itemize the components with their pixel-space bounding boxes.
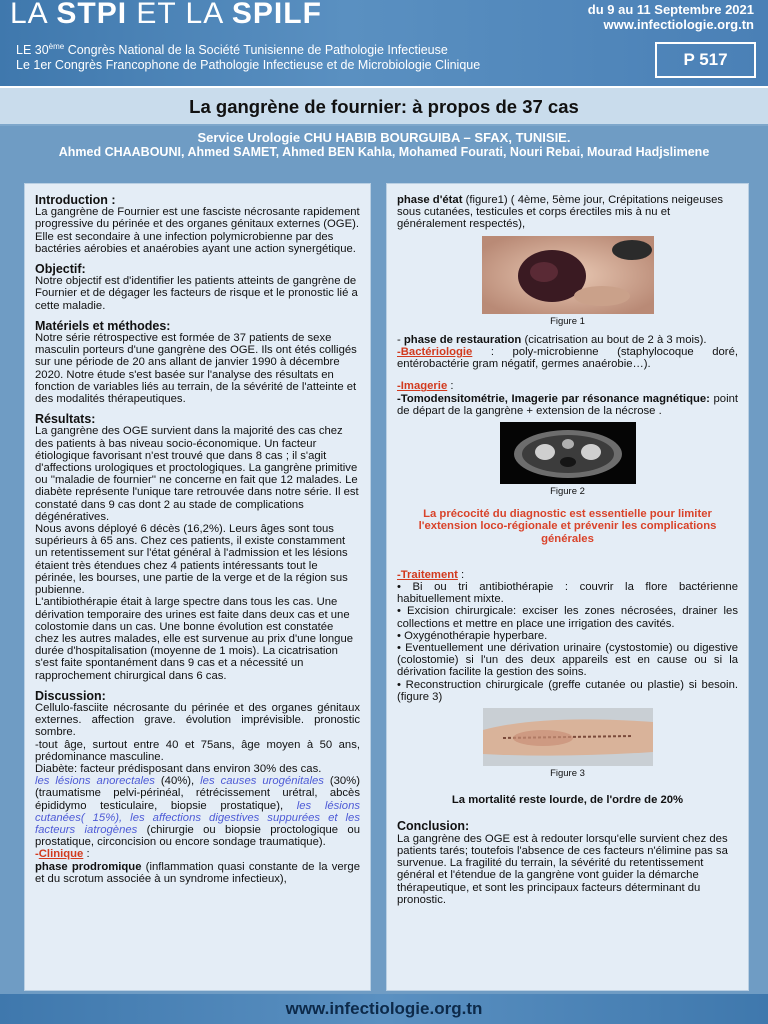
discussion-text-3: Diabète: facteur prédisposant dans environ 30% des cas. xyxy=(35,762,322,775)
traitement-item-2: • Excision chirurgicale: exciser les zones nécrosées, drainer les collections et mettre en place une irrigation des cavités. xyxy=(397,605,738,630)
congress-line-1: LE 30ème Congrès National de la Société Tunisienne de Pathologie Infectieuse xyxy=(16,42,448,58)
methods-heading: Matériels et méthodes: xyxy=(35,318,171,333)
discussion-text-2: -tout âge, surtout entre 40 et 75ans, âge moyen à 50 ans, prédominance masculine. xyxy=(35,738,360,763)
intro-text: La gangrène de Fournier est une fasciste nécrosante rapidement progressive du périnée et des organes génitaux externes (OGE). Elle est secondaire à une infection polymicrobienne par des bactéries aérobies et anaérobies ayant une action synergétique. xyxy=(35,206,360,255)
poster-id-badge: P 517 xyxy=(655,42,756,78)
bacteriologie-text: -Bactériologie : poly-microbienne (staphylocoque doré, entérobactérie gram négatif, germes anaérobie…). xyxy=(397,346,738,371)
traitement-item-4: • Eventuellement une dérivation urinaire (cystostomie) ou digestive (colostomie) si l'un des deux appareils est en cause ou si la dérivation facilite la gestion des soins. xyxy=(397,642,738,679)
figure-1-caption: Figure 1 xyxy=(550,315,585,327)
figure-2-ct-scan xyxy=(500,422,636,484)
footer-website: www.infectiologie.org.tn xyxy=(285,999,483,1018)
objective-heading: Objectif: xyxy=(35,262,86,277)
mortality-statement: La mortalité reste lourde, de l'ordre de 20% xyxy=(451,794,684,807)
results-text-1: La gangrène des OGE survient dans la majorité des cas chez des patients à bas niveau socio-économique. Un facteur étiologique favorisant n'est trouvé que dans 8 cas ; il s'agit d'affections urologiques et proctologiques. La gangrène primitive ou ''maladie de fournier'' ne concerne en fait que 12 malades. Le diabète représente l'unique tare retrouvée dans notre série. Il est constaté dans 9 cas dont 2 au stade de complications dégénératives. xyxy=(35,425,359,523)
phase-etat-text: phase d'état (figure1) ( 4ème, 5ème jour, Crépitations neigeuses sous cutanées, testicules et corps érectiles mis à nu et généralement respectés), xyxy=(397,194,724,231)
header-website: www.infectiologie.org.tn xyxy=(603,17,754,32)
header-banner xyxy=(0,0,768,86)
discussion-heading: Discussion: xyxy=(35,688,106,703)
conclusion-text: La gangrène des OGE est à redouter lorsqu'elle survient chez des patients tarés; toutefois l'absence de ces facteurs n'élimine pas sa survenue. La fragilité du terrain, la sévérité du retentissement général et l'étendue de la gangrène vont guider la démarche thérapeutique, et sont les principaux facteurs déterminant du pronostic. xyxy=(397,832,728,906)
objective-text: Notre objectif est d'identifier les patients atteints de gangrène de Fournier et de dégager les facteurs de risque et le pronostic lié a cette maladie. xyxy=(35,275,358,312)
results-text-3: L'antibiothérapie était à large spectre dans tous les cas. Une dérivation temporaire des urines est faite dans deux cas et une colostomie dans un cas. Une bonne évolution est constatée chez les autres malades, elle est survenue au prix d'une longue durée d'hospitalisation (moyenne de 1 mois). La cicatrisation s'est faite spontanément dans 9 cas et a nécessité un rapprochement chirurgical dans 6 cas. xyxy=(35,596,354,682)
footer-bar xyxy=(0,994,768,1024)
diagnosis-highlight: La précocité du diagnostic est essentielle pour limiter l'extension loco-régionale et prévenir les complications générales xyxy=(418,508,717,545)
title-strip xyxy=(0,86,768,126)
service-affiliation: Service Urologie CHU HABIB BOURGUIBA – SFAX, TUNISIE. xyxy=(197,130,571,145)
poster-title: La gangrène de fournier: à propos de 37 cas xyxy=(189,96,579,117)
discussion-text-4: les lésions anorectales (40%), les causes urogénitales (30%) (traumatisme pelvi-périnéal, rétrécissement urétral, abcès épididymo testiculaire, biopsie prostatique), les lésions cutanées( 15%), les affections digestives suppurées et les facteurs iatrogènes (chirurgie ou biopsie proctologique ou prostatique, circoncision ou encore sondage traumatique). xyxy=(35,775,361,849)
intro-heading: Introduction : xyxy=(35,193,116,207)
figure-3-caption: Figure 3 xyxy=(550,768,585,780)
authors-block xyxy=(10,130,758,160)
author-list: Ahmed CHAABOUNI, Ahmed SAMET, Ahmed BEN Kahla, Mohamed Fourati, Nouri Rebai, Mourad Hadjslimene xyxy=(58,145,710,159)
figure-1-photo xyxy=(482,236,654,314)
congress-line-2: Le 1er Congrès Francophone de Pathologie Infectieuse et de Microbiologie Clinique xyxy=(16,58,481,72)
conclusion-heading: Conclusion: xyxy=(397,819,470,834)
traitement-heading: -Traitement : xyxy=(397,568,465,581)
figure-1-image xyxy=(482,236,654,314)
traitement-item-1: • Bi ou tri antibiothérapie : couvrir la flore bactérienne habituellement mixte. xyxy=(397,581,738,606)
imagerie-text: -Tomodensitométrie, Imagerie par résonance magnétique: point de départ de la gangrène + extension de la nécrose . xyxy=(397,392,738,417)
figure-3-photo xyxy=(483,708,653,766)
figure-2-image xyxy=(500,422,636,484)
methods-text: Notre série rétrospective est formée de 37 patients de sexe masculin porteurs d'une gangrène des OGE. Ils ont étés colligés sur une période de 20 ans allant de janvier 1990 à décembre 2020. Notre étude s'est basée sur l'analyse des résultats en fonction de variables liés au terrain, de la sévérité de l'atteinte et des modalités thérapeutiques. xyxy=(35,332,357,406)
traitement-item-5: • Reconstruction chirurgicale (greffe cutanée ou plastie) si besoin. (figure 3) xyxy=(397,678,738,703)
left-column xyxy=(24,183,371,991)
traitement-item-3: • Oxygénothérapie hyperbare. xyxy=(397,629,548,642)
figure-2-caption: Figure 2 xyxy=(550,486,585,498)
results-text-2: Nous avons déployé 6 décès (16,2%). Leurs âges sont tous supérieurs à 65 ans. Chez ces patients, il existe constamment un retentissement sur l'état général à l'admission et les lésions étaient très étendues chez 4 patients intéressants tout le périnée, les bourses, une partie de la verge et de la région sus pubienne. xyxy=(35,523,348,597)
congress-dates: du 9 au 11 Septembre 2021 xyxy=(587,2,754,17)
clinique-heading: -Clinique : xyxy=(35,848,90,861)
congress-logo: LA STPI ET LA SPILF xyxy=(10,0,322,30)
results-heading: Résultats: xyxy=(35,412,96,427)
discussion-text-1: Cellulo-fasciite nécrosante du périnée et des organes génitaux externes. affection grave. évolution imprévisible. pronostic sombre. xyxy=(35,701,360,739)
figure-3-image xyxy=(483,708,653,766)
clinique-prodromal-text: phase prodromique (inflammation quasi constante de la verge et du scrotum associée à un syndrome infectieux), xyxy=(35,860,361,885)
imagerie-heading: -Imagerie : xyxy=(397,380,454,393)
right-column xyxy=(386,183,749,991)
phase-restauration-text: - phase de restauration (cicatrisation au bout de 2 à 3 mois). xyxy=(397,333,707,346)
